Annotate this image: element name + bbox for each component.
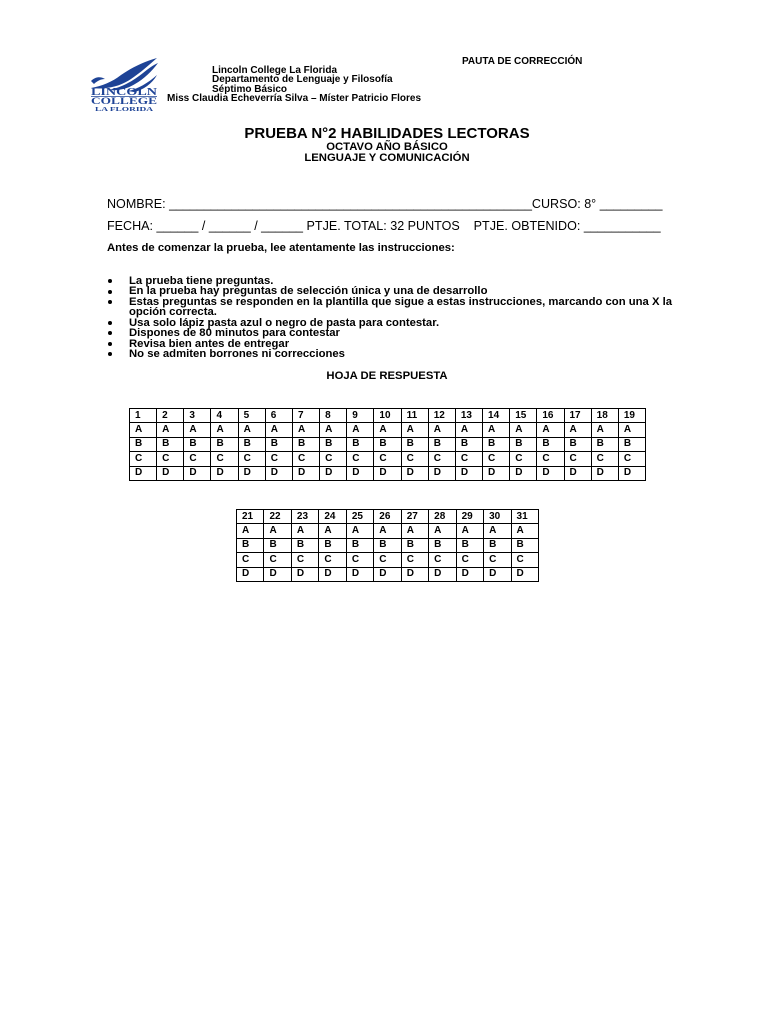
question-number-cell: 11 <box>401 409 428 423</box>
option-cell: D <box>401 567 428 581</box>
date-score-line <box>107 219 661 233</box>
question-number-cell: 14 <box>483 409 510 423</box>
date-blank: ______ / ______ / ______ <box>156 219 304 233</box>
question-number-cell: 18 <box>591 409 618 423</box>
option-cell: D <box>319 567 346 581</box>
option-cell: A <box>374 423 401 437</box>
option-cell: C <box>291 553 318 567</box>
option-cell: D <box>347 466 374 480</box>
option-cell: C <box>265 452 292 466</box>
obtained-score-blank: ___________ <box>583 219 661 233</box>
option-cell: A <box>510 423 537 437</box>
option-cell: D <box>428 466 455 480</box>
option-cell: D <box>484 567 511 581</box>
option-cell: A <box>564 423 591 437</box>
option-cell: B <box>510 437 537 451</box>
option-cell: D <box>264 567 291 581</box>
option-cell: D <box>401 466 428 480</box>
option-cell: D <box>130 466 157 480</box>
option-cell: B <box>265 437 292 451</box>
logo-text-college: COLLEGE <box>91 96 157 106</box>
bullet-icon <box>108 321 112 325</box>
question-number-cell: 30 <box>484 510 511 524</box>
question-number-cell: 3 <box>184 409 211 423</box>
option-cell: B <box>238 437 265 451</box>
instruction-text: No se admiten borrones ni correcciones <box>129 347 345 360</box>
option-cell: A <box>211 423 238 437</box>
option-cell: D <box>456 567 483 581</box>
option-cell: D <box>510 466 537 480</box>
option-cell: D <box>184 466 211 480</box>
question-number-cell: 24 <box>319 510 346 524</box>
instruction-text: Dispones de 80 minutos para contestar <box>129 327 340 340</box>
bullet-icon <box>108 352 112 356</box>
option-cell: D <box>618 466 645 480</box>
instruction-item <box>107 349 675 359</box>
option-cell: B <box>401 437 428 451</box>
option-row <box>130 437 646 451</box>
option-cell: B <box>374 437 401 451</box>
instructions-intro: Antes de comenzar la prueba, lee atentamente las instrucciones: <box>107 242 455 254</box>
answer-table-1 <box>129 408 646 481</box>
option-cell: D <box>374 466 401 480</box>
option-cell: C <box>401 452 428 466</box>
option-cell: D <box>511 567 538 581</box>
question-number-cell: 6 <box>265 409 292 423</box>
option-cell: A <box>347 423 374 437</box>
option-cell: B <box>484 538 511 552</box>
option-cell: C <box>510 452 537 466</box>
option-cell: C <box>319 553 346 567</box>
option-cell: A <box>320 423 347 437</box>
option-row <box>237 538 539 552</box>
option-cell: C <box>429 553 456 567</box>
option-row <box>237 524 539 538</box>
option-cell: A <box>292 423 319 437</box>
option-cell: A <box>428 423 455 437</box>
option-cell: A <box>618 423 645 437</box>
option-cell: C <box>374 553 401 567</box>
option-cell: C <box>237 553 264 567</box>
name-course-line <box>107 197 663 211</box>
option-cell: D <box>537 466 564 480</box>
school-logo <box>88 57 160 115</box>
option-cell: C <box>157 452 184 466</box>
school-name: Lincoln College La Florida <box>212 65 338 76</box>
option-cell: A <box>455 423 482 437</box>
bullet-icon <box>108 290 112 294</box>
option-cell: A <box>184 423 211 437</box>
instruction-text: Revisa bien antes de entregar <box>129 337 290 350</box>
instruction-item <box>107 328 675 338</box>
option-cell: B <box>401 538 428 552</box>
question-number-cell: 15 <box>510 409 537 423</box>
option-cell: B <box>618 437 645 451</box>
option-row <box>237 553 539 567</box>
exam-title: PRUEBA N°2 HABILIDADES LECTORAS <box>244 125 530 142</box>
option-cell: C <box>618 452 645 466</box>
option-cell: B <box>264 538 291 552</box>
instruction-text: La prueba tiene preguntas. <box>129 274 274 287</box>
option-cell: C <box>374 452 401 466</box>
question-number-cell: 10 <box>374 409 401 423</box>
option-cell: C <box>455 452 482 466</box>
option-cell: A <box>264 524 291 538</box>
option-cell: D <box>429 567 456 581</box>
option-cell: C <box>483 452 510 466</box>
bullet-icon <box>108 300 112 304</box>
question-number-cell: 2 <box>157 409 184 423</box>
option-cell: C <box>130 452 157 466</box>
department-name: Departamento de Lenguaje y Filosofía <box>212 74 393 86</box>
option-cell: B <box>184 437 211 451</box>
question-number-cell: 9 <box>347 409 374 423</box>
option-cell: B <box>537 437 564 451</box>
option-cell: C <box>184 452 211 466</box>
option-cell: A <box>291 524 318 538</box>
option-row <box>237 567 539 581</box>
bullet-icon <box>108 279 112 283</box>
question-number-cell: 23 <box>291 510 318 524</box>
option-cell: D <box>238 466 265 480</box>
option-cell: A <box>130 423 157 437</box>
option-cell: A <box>374 524 401 538</box>
option-cell: A <box>238 423 265 437</box>
answer-sheet-title: HOJA DE RESPUESTA <box>326 370 448 382</box>
option-cell: C <box>537 452 564 466</box>
option-cell: B <box>374 538 401 552</box>
instruction-item <box>107 297 675 318</box>
option-cell: D <box>211 466 238 480</box>
option-cell: B <box>157 437 184 451</box>
option-cell: B <box>428 437 455 451</box>
option-cell: B <box>591 437 618 451</box>
bullet-icon <box>108 331 112 335</box>
option-cell: A <box>537 423 564 437</box>
option-cell: A <box>401 423 428 437</box>
question-number-cell: 31 <box>511 510 538 524</box>
option-cell: D <box>564 466 591 480</box>
instruction-text: Usa solo lápiz pasta azul o negro de pasta para contestar. <box>129 316 440 329</box>
option-cell: A <box>456 524 483 538</box>
option-cell: C <box>428 452 455 466</box>
question-number-cell: 17 <box>564 409 591 423</box>
question-number-cell: 16 <box>537 409 564 423</box>
total-score-label: PTJE. TOTAL: 32 PUNTOS <box>306 219 460 233</box>
option-cell: D <box>291 567 318 581</box>
option-cell: C <box>346 553 373 567</box>
option-cell: B <box>291 538 318 552</box>
option-cell: B <box>292 437 319 451</box>
question-number-cell: 22 <box>264 510 291 524</box>
option-cell: B <box>320 437 347 451</box>
question-number-cell: 8 <box>320 409 347 423</box>
option-cell: B <box>429 538 456 552</box>
option-cell: D <box>455 466 482 480</box>
option-cell: D <box>320 466 347 480</box>
date-label: FECHA: <box>107 219 154 233</box>
option-cell: C <box>347 452 374 466</box>
option-cell: B <box>130 437 157 451</box>
option-row <box>130 423 646 437</box>
option-cell: C <box>401 553 428 567</box>
name-label: NOMBRE: <box>107 197 166 211</box>
option-cell: D <box>157 466 184 480</box>
option-cell: C <box>484 553 511 567</box>
option-cell: C <box>564 452 591 466</box>
option-cell: C <box>264 553 291 567</box>
question-number-cell: 29 <box>456 510 483 524</box>
question-number-cell: 28 <box>429 510 456 524</box>
option-cell: D <box>237 567 264 581</box>
question-number-cell: 13 <box>455 409 482 423</box>
question-number-cell: 27 <box>401 510 428 524</box>
option-cell: B <box>483 437 510 451</box>
name-blank: ____________________________________________________ <box>169 197 532 211</box>
option-cell: A <box>429 524 456 538</box>
option-row <box>130 466 646 480</box>
option-cell: A <box>157 423 184 437</box>
option-cell: A <box>237 524 264 538</box>
grade-name: Séptimo Básico <box>212 84 288 95</box>
option-cell: B <box>564 437 591 451</box>
instruction-text: Estas preguntas se responden en la plantilla que sigue a estas instrucciones, marcando con una X la opción correcta. <box>129 295 673 319</box>
option-cell: B <box>511 538 538 552</box>
question-number-row <box>130 409 646 423</box>
option-cell: B <box>455 437 482 451</box>
option-cell: C <box>591 452 618 466</box>
exam-level: OCTAVO AÑO BÁSICO <box>326 140 448 153</box>
question-number-cell: 5 <box>238 409 265 423</box>
option-cell: A <box>319 524 346 538</box>
bullet-icon <box>108 342 112 346</box>
correction-key-label: PAUTA DE CORRECCIÓN <box>462 56 583 67</box>
course-blank: _________ <box>599 197 663 211</box>
option-cell: C <box>238 452 265 466</box>
option-cell: B <box>346 538 373 552</box>
obtained-score-label: PTJE. OBTENIDO: <box>473 219 581 233</box>
option-cell: D <box>483 466 510 480</box>
option-cell: A <box>401 524 428 538</box>
option-cell: A <box>591 423 618 437</box>
option-cell: A <box>484 524 511 538</box>
option-cell: A <box>346 524 373 538</box>
option-cell: C <box>511 553 538 567</box>
logo-text-la-florida: LA FLORIDA <box>95 107 155 113</box>
option-cell: D <box>265 466 292 480</box>
option-cell: D <box>292 466 319 480</box>
option-cell: D <box>374 567 401 581</box>
exam-subject: LENGUAJE Y COMUNICACIÓN <box>304 151 470 164</box>
option-cell: B <box>456 538 483 552</box>
question-number-cell: 1 <box>130 409 157 423</box>
question-number-cell: 21 <box>237 510 264 524</box>
question-number-row <box>237 510 539 524</box>
question-number-cell: 19 <box>618 409 645 423</box>
question-number-cell: 12 <box>428 409 455 423</box>
logo-text-lincoln: LINCOLN <box>91 87 159 98</box>
question-number-cell: 26 <box>374 510 401 524</box>
option-cell: B <box>211 437 238 451</box>
option-cell: B <box>347 437 374 451</box>
instructions-list <box>107 276 675 360</box>
option-cell: A <box>483 423 510 437</box>
option-cell: D <box>346 567 373 581</box>
option-row <box>130 452 646 466</box>
teachers-names: Miss Claudia Echeverría Silva – Míster Patricio Flores <box>167 93 421 105</box>
instruction-text: En la prueba hay preguntas de selección única y una de desarrollo <box>129 285 488 298</box>
question-number-cell: 7 <box>292 409 319 423</box>
question-number-cell: 25 <box>346 510 373 524</box>
option-cell: A <box>511 524 538 538</box>
option-cell: B <box>319 538 346 552</box>
option-cell: C <box>211 452 238 466</box>
option-cell: C <box>456 553 483 567</box>
option-cell: C <box>320 452 347 466</box>
question-number-cell: 4 <box>211 409 238 423</box>
option-cell: A <box>265 423 292 437</box>
course-label: CURSO: 8° <box>531 197 597 211</box>
option-cell: C <box>292 452 319 466</box>
answer-table-2 <box>236 509 539 582</box>
option-cell: D <box>591 466 618 480</box>
option-cell: B <box>237 538 264 552</box>
